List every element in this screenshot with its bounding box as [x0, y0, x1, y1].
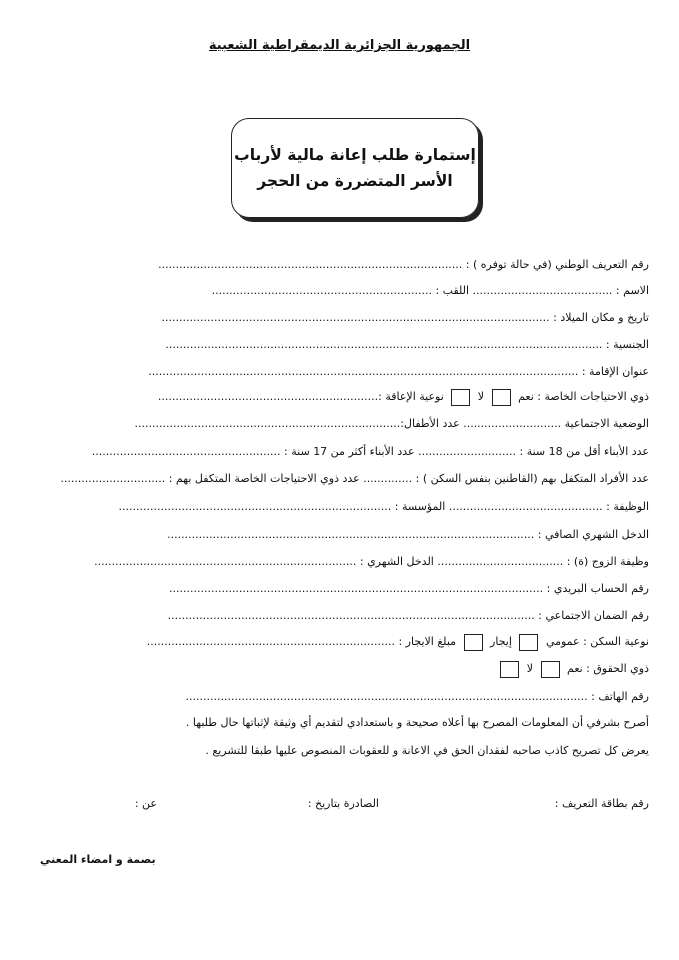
housing-label: نوعية السكن : عمومي [545, 635, 649, 648]
id-card-label: رقم بطاقة التعريف : [554, 797, 649, 810]
issued-date-label: الصادرة بتاريخ : [307, 797, 379, 810]
housing-public-checkbox[interactable] [519, 634, 538, 651]
field-housing [55, 633, 649, 651]
rights-no-label: لا [526, 662, 533, 675]
form-title-box [231, 118, 479, 218]
disability-type-field[interactable]: نوعية الإعاقة :............................................................... [157, 390, 444, 403]
rent-amount-field[interactable]: مبلغ الايجار : ....................................................................... [146, 635, 457, 648]
field-spouse[interactable]: وظيفة الزوج (ة) : .................................... الدخل الشهري : ........................................................................... [94, 555, 649, 568]
field-postal[interactable]: رقم الحساب البريدي : ........................................................................................................... [169, 582, 649, 595]
special-needs-no-label: لا [477, 390, 485, 403]
field-children[interactable]: عدد الأبناء أقل من 18 سنة : ............................ عدد الأبناء أكثر من 17 سنة : ...................................................... [91, 445, 649, 458]
field-birth[interactable]: تاريخ و مكان الميلاد : ............................................................................................................... [161, 311, 649, 324]
field-phone[interactable]: رقم الهاتف : ................................................................................................................... [185, 690, 649, 703]
field-name[interactable]: الاسم : ........................................ اللقب : ............................................................... [211, 284, 649, 297]
declaration-truth: أصرح بشرفي أن المعلومات المصرح بها أعلاه صحيحة و باستعدادي لتقديم أي وثيقة لإثباتها حال طلبها . [185, 716, 649, 729]
housing-rent-checkbox[interactable] [464, 634, 483, 651]
field-address[interactable]: عنوان الإقامة : ........................................................................................................................... [148, 365, 649, 378]
field-social-security[interactable]: رقم الضمان الاجتماعي : ......................................................................................................... [167, 609, 649, 622]
field-social[interactable]: الوضعية الاجتماعية ............................ عدد الأطفال:............................................................................ [134, 417, 649, 430]
special-needs-label: ذوي الاحتياجات الخاصة : نعم [518, 390, 649, 403]
signature-label: بصمة و امضاء المعني [40, 853, 156, 866]
issued-by-label: عن : [134, 797, 157, 810]
field-nin[interactable]: رقم التعريف الوطني (في حالة توفره ) : ....................................................................................... [158, 258, 649, 271]
field-dependents[interactable]: عدد الأفراد المتكفل بهم (القاطنين بنفس السكن ) : .............. عدد ذوي الاحتياجات الخاصة المتكفل بهم : .............................. [60, 472, 649, 485]
housing-rent-label: إيجار [490, 635, 512, 648]
country-header: الجمهورية الجزائرية الديمقراطية الشعبية [208, 38, 471, 53]
declaration-penalty: يعرض كل تصريح كاذب صاحبه لفقدان الحق في الاعانة و للعقوبات المنصوص عليها طبقا للتشريع . [205, 744, 649, 757]
rights-label: ذوي الحقوق : نعم [567, 662, 649, 675]
field-rights [55, 660, 649, 678]
form-title-line1: إستمارة طلب إعانة مالية لأرباب [234, 146, 476, 164]
form-title-line2: الأسر المتضررة من الحجر [257, 172, 453, 190]
field-nationality[interactable]: الجنسية : ............................................................................................................................. [165, 338, 649, 351]
rights-no-checkbox[interactable] [500, 661, 519, 678]
field-job[interactable]: الوظيفة : ............................................ المؤسسة : .............................................................................. [118, 500, 649, 513]
rights-yes-checkbox[interactable] [541, 661, 560, 678]
field-special-needs [55, 388, 649, 406]
special-needs-no-checkbox[interactable] [451, 389, 470, 406]
field-income[interactable]: الدخل الشهري الصافي : ......................................................................................................... [167, 528, 649, 541]
special-needs-yes-checkbox[interactable] [492, 389, 511, 406]
